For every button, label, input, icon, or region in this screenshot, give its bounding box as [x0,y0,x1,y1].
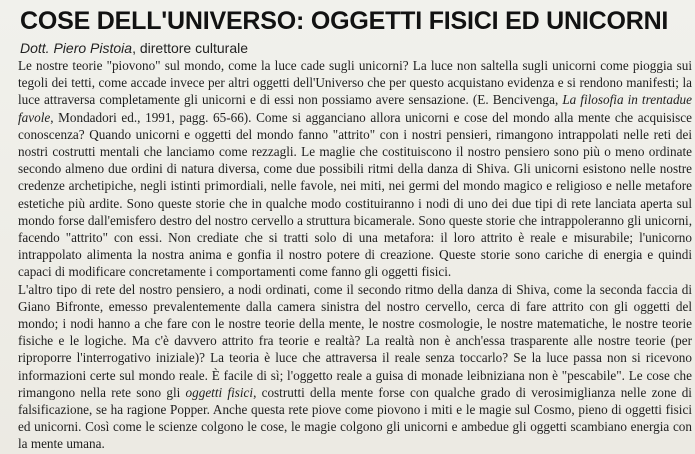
author-name: Dott. Piero Pistoia [20,40,133,56]
author-role: direttore culturale [139,40,249,56]
byline [20,39,248,57]
paragraph-1-text-a: Le nostre teorie "piovono" sul mondo, come la luce cade sugli unicorni? La luce non saltella sugli unicorni come pioggia sui tegoli dei tetti, come accade invece per altri oggetti dell'Universo che per questo acquistano evidenza e si rendono manifesti; la luce attraversa completamente gli unicorni e di essi non possiamo avere sensazione. (E. Bencivenga, [18,58,692,108]
byline-separator: , [132,40,140,56]
paragraph-1 [18,57,692,281]
paragraph-1-text-b: , Mondadori ed., 1991, pagg. 65-66). Come si agganciano allora unicorni e cose del mondo alla mente che acquisisce conoscenza? Quando unicorni e oggetti del mondo fanno "attrito" con i nostri pensieri, rimangono intrappolati nelle reti dei nostri costrutti mentali che lanciamo come rezzagli. Le maglie che costituiscono il nostro pensiero sono più o meno ordinate secondo almeno due ordini di natura diversa, come due possibili ritmi della danza di Shiva. Gli unicorni esistono nelle nostre credenze archetipiche, negli istinti primordiali, nelle favole, nei miti, nei germi del mondo magico e religioso e nelle metafore estetiche più ardite. Sono queste storie che in qualche modo costituiranno i nodi di uno dei due tipi di rete lanciata aperta sul mondo forse dall'emisfero destro del nostro cervello a struttura bicamerale. Sono queste storie che intrappoleranno gli unicorni, facendo "attrito" con essi. Non crediate che si tratti solo di una metafora: il loro attrito è reale e misurabile; l'unicorno intrappolato alimenta la nostra anima e gonfia il nostro potere di creazione. Queste storie sono cariche di energia e quindi capaci di modificare concretamente i comportamenti come fanno gli oggetti fisici. [18,109,692,280]
book-title: La filosofia in trentadue favole [18,92,692,125]
article-body [18,57,692,453]
paragraph-2-text-b: , costrutti della mente forse con qualche grado di verosimiglianza nelle zone di falsificazione, se ha ragione Popper. Anche questa rete piove come piovono i miti e le magie sul Cosmo, pieno di oggetti fisici ed unicorni. Così come le scienze colgono le cose, le magie colgono gli unicorni e ambedue gli oggetti scambiano energia con la mente umana. [18,384,692,452]
paragraph-2 [18,281,692,453]
paragraph-2-text-a: L'altro tipo di rete del nostro pensiero, a nodi ordinati, come il secondo ritmo della danza di Shiva, come la seconda faccia di Giano Bifronte, emesso prevalentemente dalla camera sinistra del nostro cervello, cerca di fare attrito con gli oggetti del mondo; i nodi hanno a che fare con le nostre teorie della mente, le nostre cosmologie, le nostre matematiche, le nostre teorie fisiche e le logiche. Ma c'è davvero attrito fra teorie e realtà? La realtà non è anch'essa trasparente alle nostre teorie (per riproporre l'interrogativo iniziale)? La teoria è luce che attraversa il reale senza toccarlo? Se la luce passa non si ricevono informazioni certe sul mondo reale. È facile di sì; l'oggetto reale a guisa di monade leibniziana non è "pescabile". Le cose che rimangono nella rete sono gli [18,281,692,400]
emphasis-physical-objects: oggetti fisici [185,384,254,400]
article-title: COSE DELL'UNIVERSO: OGGETTI FISICI ED UNICORNI [20,7,669,35]
